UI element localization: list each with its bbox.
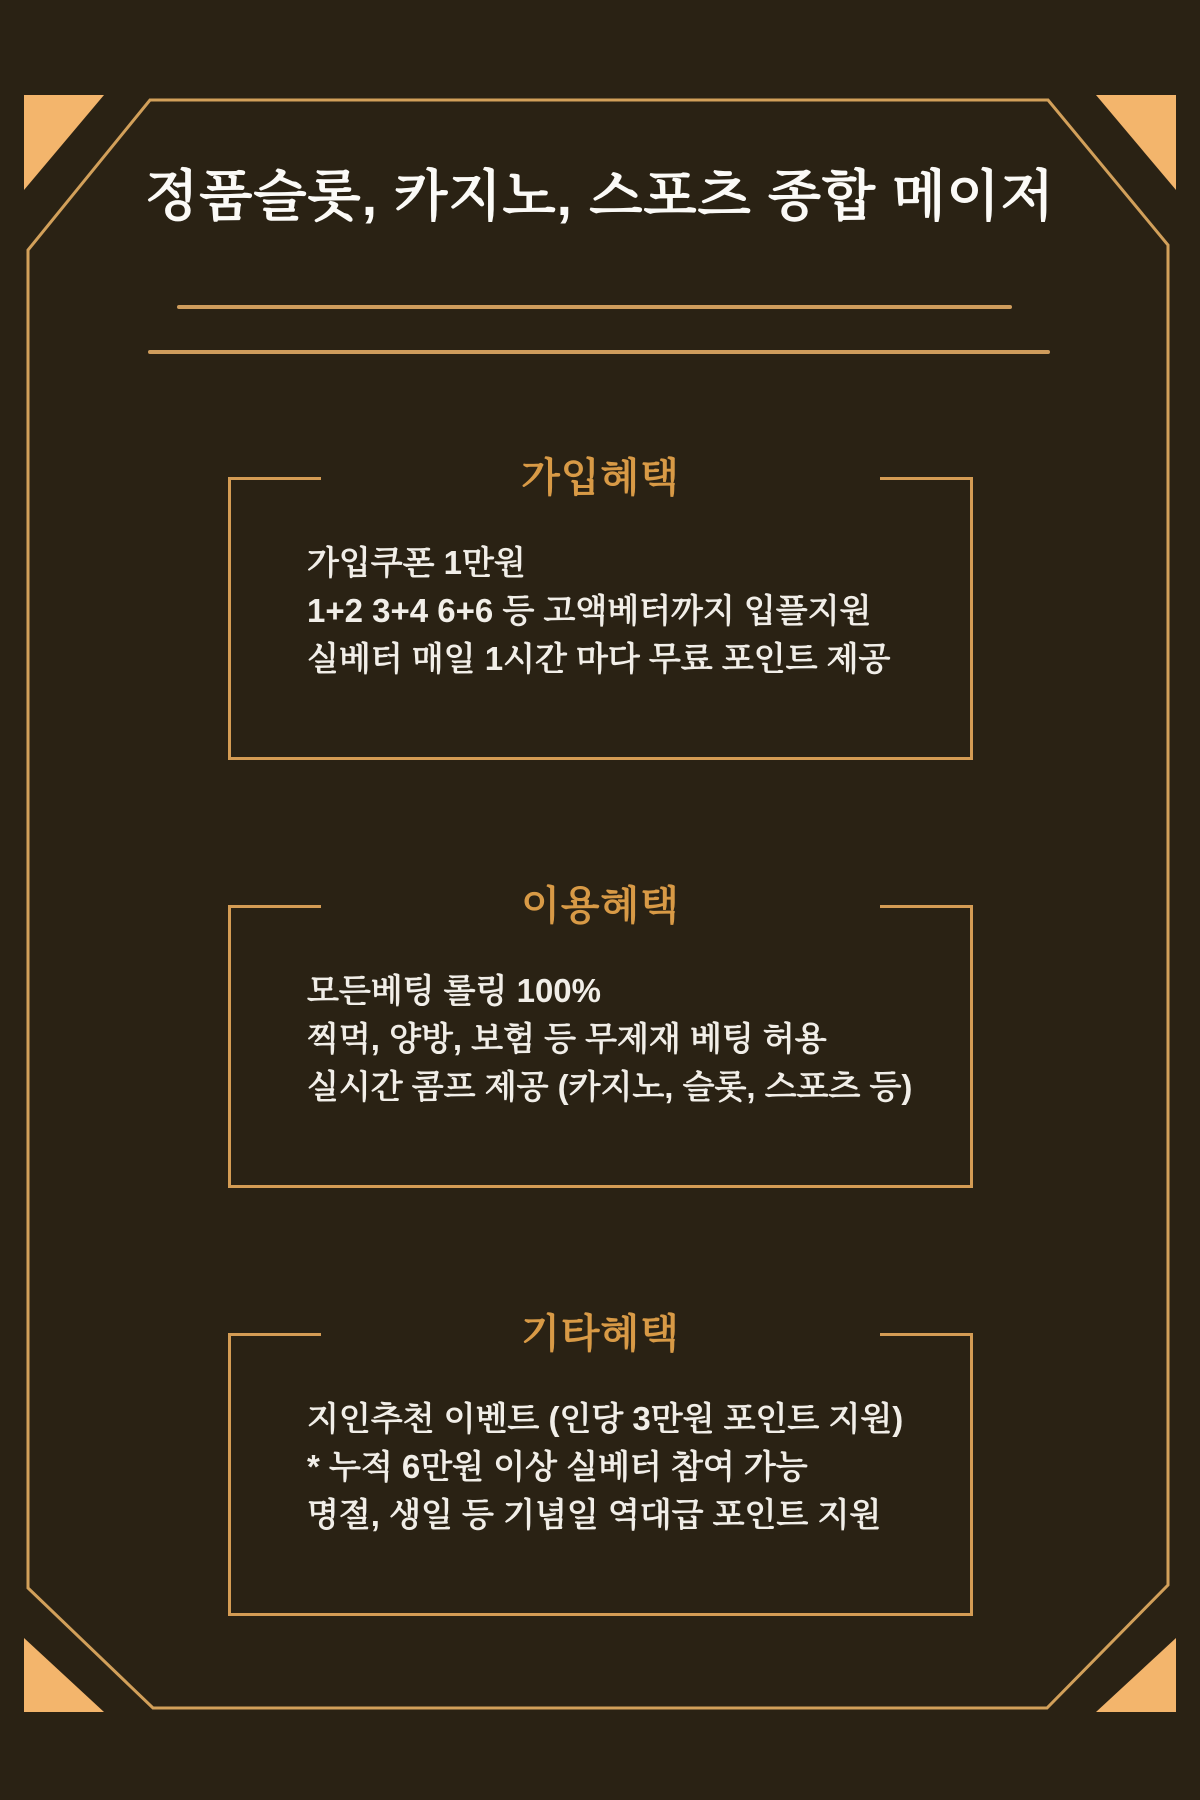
benefit-line: * 누적 6만원 이상 실베터 참여 가능 (307, 1448, 808, 1485)
divider-line-top (177, 305, 1012, 309)
benefit-line: 명절, 생일 등 기념일 역대급 포인트 지원 (307, 1496, 882, 1533)
benefit-line: 실베터 매일 1시간 마다 무료 포인트 제공 (307, 640, 891, 677)
section-heading: 가입혜택 (521, 456, 680, 501)
benefit-line: 모든베팅 롤링 100% (307, 972, 602, 1009)
benefit-line: 찍먹, 양방, 보험 등 무제재 베팅 허용 (307, 1020, 827, 1057)
section-body (231, 1333, 970, 1539)
box-top-border-right-segment (880, 477, 970, 480)
box-top-border-right-segment (880, 905, 970, 908)
section-body (231, 477, 970, 683)
section-heading: 기타혜택 (521, 1312, 680, 1357)
box-top-border-left-segment (231, 477, 321, 480)
divider-line-bottom (148, 350, 1050, 354)
box-top-border-left-segment (231, 905, 321, 908)
benefit-line: 지인추천 이벤트 (인당 3만원 포인트 지원) (307, 1400, 904, 1437)
section-other-benefits (228, 1312, 973, 1616)
section-heading: 이용혜택 (521, 884, 680, 929)
box-top-border-right-segment (880, 1333, 970, 1336)
section-usage-benefits (228, 884, 973, 1188)
section-signup-benefits (228, 456, 973, 760)
benefit-line: 1+2 3+4 6+6 등 고액베터까지 입플지원 (307, 592, 872, 629)
box-top-border-left-segment (231, 1333, 321, 1336)
page-title: 정품슬롯, 카지노, 스포츠 종합 메이저 (145, 165, 1055, 227)
corner-triangle-bottom-right (1096, 1638, 1176, 1712)
section-body (231, 905, 970, 1111)
benefit-line: 가입쿠폰 1만원 (307, 544, 526, 581)
benefit-line: 실시간 콤프 제공 (카지노, 슬롯, 스포츠 등) (307, 1068, 913, 1105)
